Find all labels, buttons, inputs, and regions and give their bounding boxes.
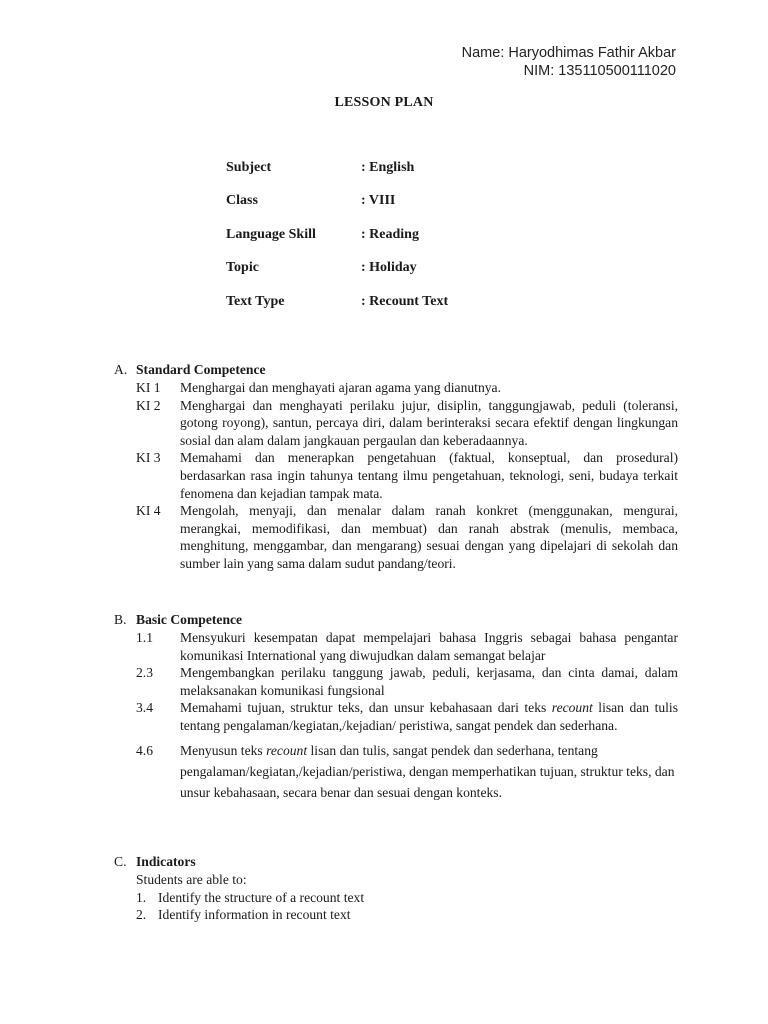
- item-text-part: Menyusun teks: [180, 742, 267, 758]
- item-text: Mensyukuri kesempatan dapat mempelajari bahasa Inggris sebagai bahasa pengantar komunikasi International yang diwujudkan dalam semangat belajar: [180, 630, 678, 663]
- indicator-text: Identify the structure of a recount text: [158, 889, 365, 905]
- item-text: [180, 699, 678, 734]
- item-text: [180, 740, 678, 803]
- item-text: Memahami dan menerapkan pengetahuan (faktual, konseptual, dan prosedural) berdasarkan rasa ingin tahunya tentang ilmu pengetahuan, teknologi, seni, budaya terkait fenomena dan kejadian tampak mata.: [180, 450, 678, 501]
- item-text-emphasis: recount: [551, 700, 593, 716]
- section-letter: B.: [114, 612, 127, 627]
- document-title: LESSON PLAN: [334, 95, 434, 110]
- indicator-number: 2.: [136, 907, 147, 923]
- item-code: KI 2: [136, 397, 161, 413]
- section-title: Indicators: [136, 854, 196, 869]
- item-text-part: lisan dan tulis, sangat pendek dan sederhana, tentang pengalaman/kegiatan,/kejadian/peristiwa, dengan memperhatikan tujuan, struktur teks, dan unsur kebahasaan, secara benar dan sesuai dengan konteks.: [180, 742, 675, 800]
- item-code: KI 4: [136, 503, 161, 519]
- section-indicators: [114, 853, 680, 924]
- item-text-part: Memahami tujuan, struktur teks, dan unsur kebahasaan dari teks: [180, 700, 552, 716]
- section-basic-competence: [114, 611, 680, 803]
- item-code: 4.6: [136, 742, 153, 758]
- item-code: 3.4: [136, 700, 153, 716]
- info-label: Topic: [226, 260, 259, 276]
- indicator-item: [114, 906, 680, 924]
- item-text: Menghargai dan menghayati ajaran agama yang dianutnya.: [180, 380, 501, 395]
- indicators-intro: Students are able to:: [136, 872, 247, 887]
- item-text-emphasis: recount: [266, 742, 308, 758]
- item-code: 2.3: [136, 665, 153, 681]
- info-label: Subject: [226, 160, 272, 175]
- author-nim: NIM: 135110500111020: [523, 63, 676, 79]
- item-text: Menghargai dan menghayati perilaku jujur, disiplin, tanggungjawab, peduli (toleransi, gotong royong), santun, percaya diri, dalam berinteraksi secara efektif dengan lingkungan sosial dan alam dalam jangkauan pergaulan dan keberadaannya.: [180, 397, 678, 448]
- section-letter: C.: [114, 854, 127, 869]
- author-name: Name: Haryodhimas Fathir Akbar: [461, 45, 676, 61]
- basic-competence-item: [114, 735, 680, 803]
- author-header: [462, 44, 676, 80]
- item-code: KI 1: [136, 380, 161, 395]
- basic-competence-item: [114, 699, 680, 734]
- info-value: : English: [361, 160, 415, 175]
- section-title: Basic Competence: [136, 612, 243, 627]
- info-value: : VIII: [361, 193, 396, 209]
- info-value: : Reading: [361, 226, 419, 242]
- basic-competence-item: [114, 664, 680, 699]
- section-heading: [114, 611, 680, 629]
- info-value: : Holiday: [361, 260, 417, 276]
- indicator-text: Identify information in recount text: [158, 907, 351, 923]
- item-text: Mengolah, menyaji, dan menalar dalam ranah konkret (menggunakan, mengurai, merangkai, memodifikasi, dan membuat) dan ranah abstrak (menulis, membaca, menghitung, menggambar, dan mengarang) sesuai dengan yang dipelajari di sekolah dan sumber lain yang sama dalam sudut pandang/teori.: [180, 503, 678, 571]
- basic-competence-item: [114, 629, 680, 664]
- competence-item: [114, 379, 680, 397]
- item-code: 1.1: [136, 630, 153, 645]
- info-label: Language Skill: [226, 226, 316, 242]
- section-heading: [114, 853, 680, 871]
- competence-item: [114, 397, 680, 450]
- info-label: Class: [226, 193, 258, 209]
- competence-item: [114, 502, 680, 572]
- indicator-number: 1.: [136, 889, 147, 905]
- indicator-item: [114, 889, 680, 907]
- item-text: Mengembangkan perilaku tanggung jawab, peduli, kerjasama, dan cinta damai, dalam melaksanakan komunikasi fungsional: [180, 665, 678, 698]
- competence-item: [114, 449, 680, 502]
- section-title: Standard Competence: [136, 362, 266, 377]
- info-value: : Recount Text: [361, 293, 449, 309]
- item-text-part: lisan dan tulis tentang pengalaman/kegiatan,/kejadian/ peristiwa, sangat pendek dan sederhana.: [180, 700, 678, 733]
- section-heading: [114, 361, 680, 379]
- section-letter: A.: [114, 362, 128, 377]
- section-standard-competence: [114, 361, 680, 573]
- item-code: KI 3: [136, 450, 161, 466]
- info-label: Text Type: [226, 293, 285, 309]
